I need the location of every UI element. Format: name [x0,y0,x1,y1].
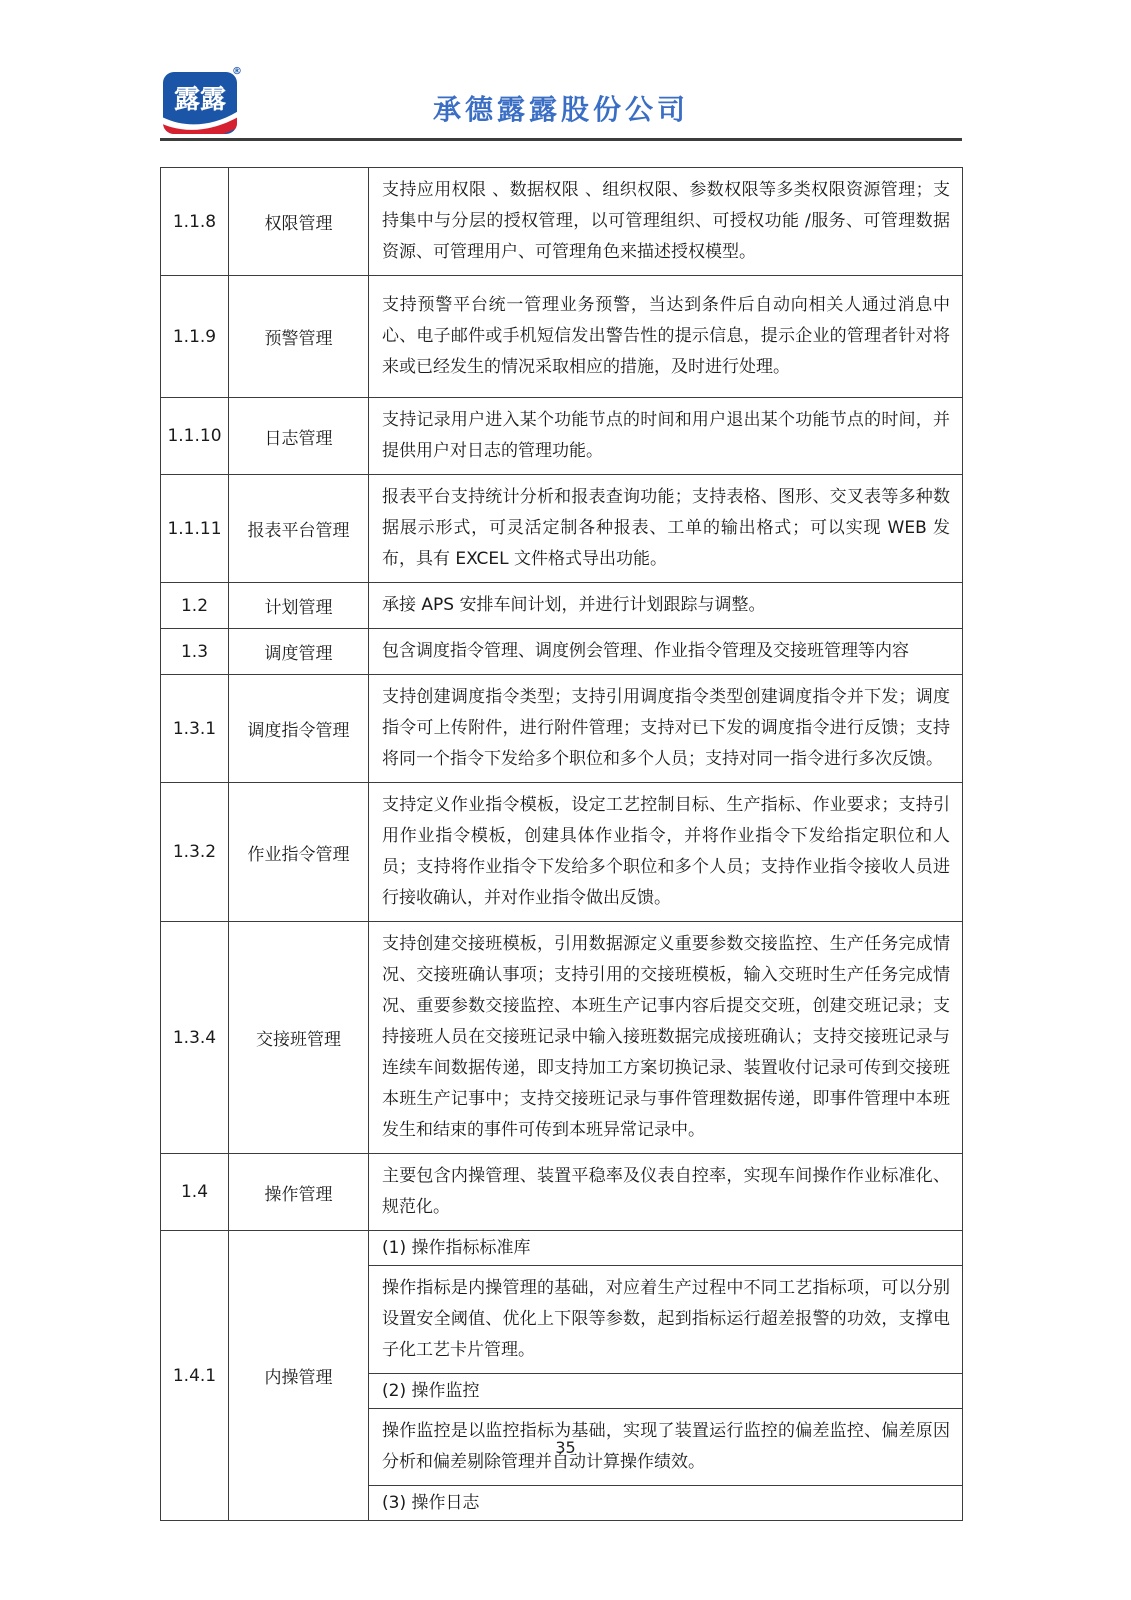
registered-mark: ® [232,66,242,77]
logo-characters: 露露 [173,85,227,115]
row-number: 1.4 [161,1154,229,1231]
row-module-name: 预警管理 [229,276,369,398]
table-row-1-3-1 [161,675,963,783]
page-footer [0,1438,1131,1457]
row-module-name: 交接班管理 [229,922,369,1154]
table-row-1-2 [161,583,963,629]
row-number: 1.3.1 [161,675,229,783]
row-description-group [369,1231,963,1521]
sub-item-1-title: (1) 操作指标标准库 [369,1231,962,1266]
row-module-name: 操作管理 [229,1154,369,1231]
row-description: 报表平台支持统计分析和报表查询功能；支持表格、图形、交叉表等多种数据展示形式，可灵活定制各种报表、工单的输出格式；可以实现 WEB 发布，具有 EXCEL 文件格式导出功能。 [369,475,963,583]
row-description: 主要包含内操管理、装置平稳率及仪表自控率，实现车间操作作业标准化、规范化。 [369,1154,963,1231]
row-description: 支持记录用户进入某个功能节点的时间和用户退出某个功能节点的时间，并提供用户对日志的管理功能。 [369,398,963,475]
sub-item-2-title: (2) 操作监控 [369,1374,962,1409]
sub-item-3-title: (3) 操作日志 [382,1493,480,1513]
row-module-name: 作业指令管理 [229,783,369,922]
page-header [160,66,962,140]
header-divider [160,138,962,141]
sub-item-2-description: 操作监控是以监控指标为基础，实现了装置运行监控的偏差监控、偏差原因分析和偏差剔除管理并自动计算操作绩效。 [369,1409,962,1486]
row-description: 承接 APS 安排车间计划，并进行计划跟踪与调整。 [369,583,963,629]
table-row-1-1-11 [161,475,963,583]
table-row-1-3-2 [161,783,963,922]
company-title: 承德露露股份公司 [432,93,689,126]
table-row-1-1-9 [161,276,963,398]
row-number: 1.4.1 [161,1231,229,1521]
sub-item-1-description: 操作指标是内操管理的基础，对应着生产过程中不同工艺指标项，可以分别设置安全阈值、优化上下限等参数，起到指标运行超差报警的功效，支撑电子化工艺卡片管理。 [369,1266,962,1374]
row-number: 1.3 [161,629,229,675]
row-module-name: 计划管理 [229,583,369,629]
table-row-1-4-1 [161,1231,963,1521]
table-row-1-3 [161,629,963,675]
requirements-table [160,167,963,1521]
row-number: 1.1.10 [161,398,229,475]
row-description: 包含调度指令管理、调度例会管理、作业指令管理及交接班管理等内容 [369,629,963,675]
row-number: 1.3.4 [161,922,229,1154]
row-number: 1.1.8 [161,168,229,276]
row-description: 支持创建交接班模板，引用数据源定义重要参数交接监控、生产任务完成情况、交接班确认事项；支持引用的交接班模板，输入交班时生产任务完成情况、重要参数交接监控、本班生产记事内容后提交交班，创建交班记录；支持接班人员在交接班记录中输入接班数据完成接班确认；支持交接班记录与连续车间数据传递，即支持加工方案切换记录、装置收付记录可传到交接班本班生产记事中；支持交接班记录与事件管理数据传递，即事件管理中本班发生和结束的事件可传到本班异常记录中。 [369,922,963,1154]
row-number: 1.3.2 [161,783,229,922]
row-module-name: 报表平台管理 [229,475,369,583]
row-number: 1.2 [161,583,229,629]
row-number: 1.1.11 [161,475,229,583]
row-module-name: 调度管理 [229,629,369,675]
page-number: 35 [555,1438,576,1457]
table-row-1-1-8 [161,168,963,276]
row-module-name: 权限管理 [229,168,369,276]
row-description: 支持应用权限 、数据权限 、组织权限、参数权限等多类权限资源管理；支持集中与分层的授权管理，以可管理组织、可授权功能 /服务、可管理数据资源、可管理用户、可管理角色来描述授权模型。 [369,168,963,276]
table-row-1-4 [161,1154,963,1231]
row-number: 1.1.9 [161,276,229,398]
row-description: 支持创建调度指令类型；支持引用调度指令类型创建调度指令并下发；调度指令可上传附件，进行附件管理；支持对已下发的调度指令进行反馈；支持将同一个指令下发给多个职位和多个人员；支持对同一指令进行多次反馈。 [369,675,963,783]
row-module-name: 调度指令管理 [229,675,369,783]
row-description: 支持预警平台统一管理业务预警，当达到条件后自动向相关人通过消息中心、电子邮件或手机短信发出警告性的提示信息，提示企业的管理者针对将来或已经发生的情况采取相应的措施，及时进行处理。 [369,276,963,398]
row-module-name: 日志管理 [229,398,369,475]
table-row-1-3-4 [161,922,963,1154]
table-row-1-1-10 [161,398,963,475]
row-module-name: 内操管理 [229,1231,369,1521]
row-description: 支持定义作业指令模板，设定工艺控制目标、生产指标、作业要求；支持引用作业指令模板，创建具体作业指令，并将作业指令下发给指定职位和人员；支持将作业指令下发给多个职位和多个人员；支持作业指令接收人员进行接收确认，并对作业指令做出反馈。 [369,783,963,922]
